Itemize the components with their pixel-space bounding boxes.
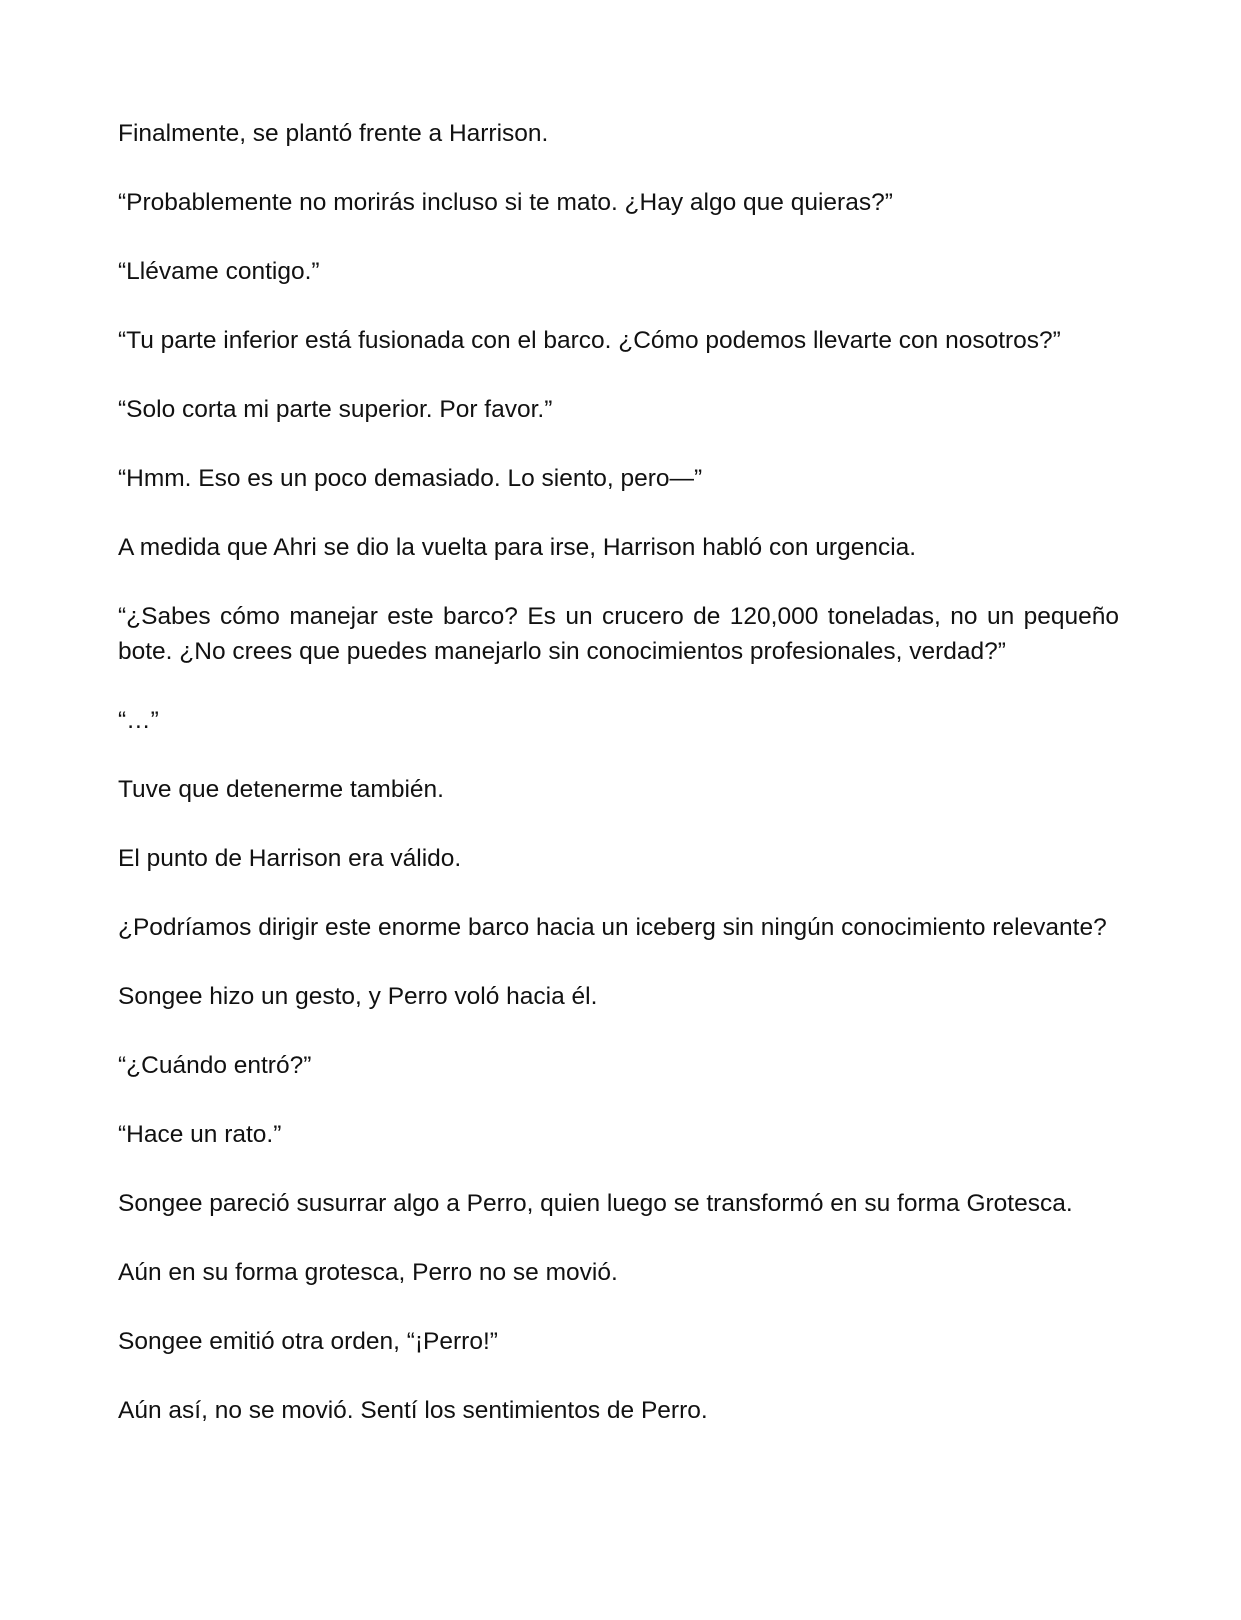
- paragraph: Songee emitió otra orden, “¡Perro!”: [118, 1328, 498, 1355]
- paragraph: “¿Cuándo entró?”: [118, 1052, 312, 1079]
- paragraph: “Probablemente no morirás incluso si te mato. ¿Hay algo que quieras?”: [118, 189, 893, 216]
- paragraph: “…”: [118, 707, 159, 734]
- paragraph: El punto de Harrison era válido.: [118, 845, 462, 872]
- paragraph: “Tu parte inferior está fusionada con el barco. ¿Cómo podemos llevarte con nosotros?”: [118, 327, 1061, 354]
- paragraph: Songee pareció susurrar algo a Perro, quien luego se transformó en su forma Grotesca.: [118, 1190, 1073, 1217]
- paragraph: Songee hizo un gesto, y Perro voló hacia él.: [118, 983, 598, 1010]
- paragraph: Aún así, no se movió. Sentí los sentimientos de Perro.: [118, 1397, 708, 1424]
- paragraph: Finalmente, se plantó frente a Harrison.: [118, 120, 549, 147]
- paragraph: A medida que Ahri se dio la vuelta para irse, Harrison habló con urgencia.: [118, 534, 917, 561]
- document-body: [118, 116, 1119, 1462]
- paragraph: “¿Sabes cómo manejar este barco? Es un crucero de 120,000 toneladas, no un pequeño bote. ¿No crees que puedes manejarlo sin conocimientos profesionales, verdad?”: [118, 603, 1119, 665]
- paragraph: “Hace un rato.”: [118, 1121, 282, 1148]
- paragraph: Tuve que detenerme también.: [118, 776, 444, 803]
- paragraph: “Solo corta mi parte superior. Por favor.”: [118, 396, 553, 423]
- paragraph: “Hmm. Eso es un poco demasiado. Lo siento, pero—”: [118, 465, 703, 492]
- paragraph: “Llévame contigo.”: [118, 258, 320, 285]
- paragraph: Aún en su forma grotesca, Perro no se movió.: [118, 1259, 618, 1286]
- paragraph: ¿Podríamos dirigir este enorme barco hacia un iceberg sin ningún conocimiento relevante?: [118, 914, 1107, 941]
